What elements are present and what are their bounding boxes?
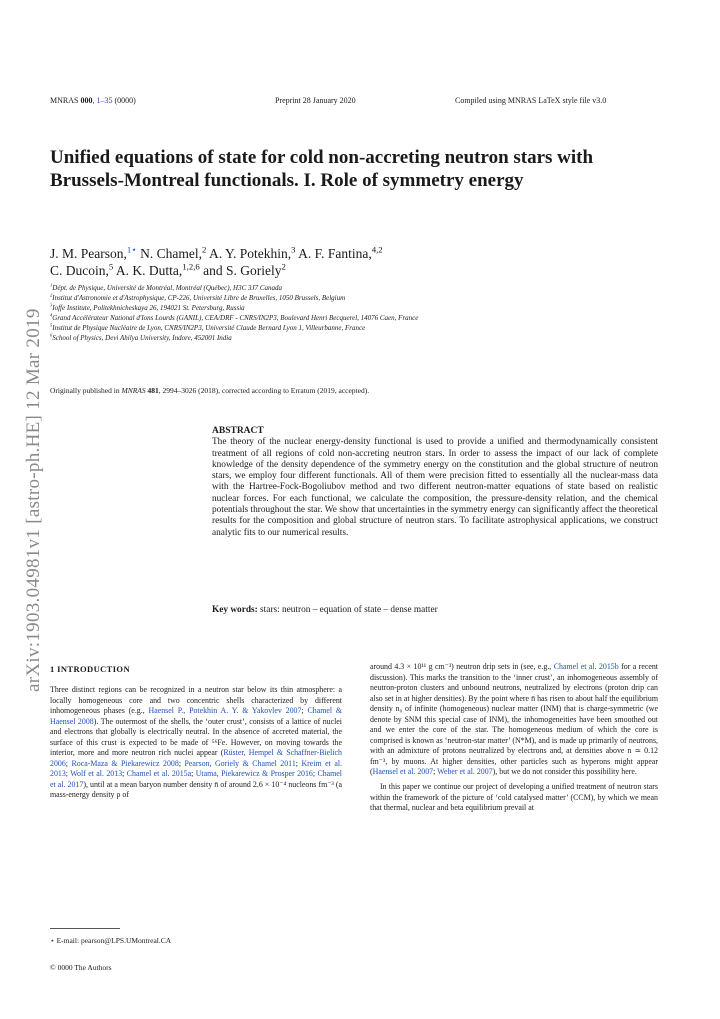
running-header-compiled: Compiled using MNRAS LaTeX style file v3.0 [455,96,607,105]
affiliations [50,283,690,343]
section-heading-introduction: 1 INTRODUCTION [50,664,130,674]
footnote-rule [50,928,120,929]
pages-link[interactable]: , 1–35 [92,96,113,105]
body-column-right: around 4.3 × 10¹¹ g cm⁻³) neutron drip sets in (see, e.g., Chamel et al. 2015b for a recent discussion). This marks the transition to the ‘inner crust’, an inhomogeneous assembly of neutron-proton clusters and unbound neutrons, neutralized by electrons (proton drip can also set in at higher densities). By the point where n̄ has risen to about half the equilibrium density n₀ of infinite (homogeneous) nuclear matter (INM) that is charge-symmetric (we denote by SNM this special case of INM), the inhomogeneities have been smoothed out and we enter the core of the star. The homogeneous medium of which the core is comprised is known as ‘neutron-star matter’ (N*M), and is made up primarily of neutrons, with an admixture of protons neutralized by electrons and, at densities above n ≃ 0.12 fm⁻³, by muons. At higher densities, other particles such as hyperons might appear (Haensel et al. 2007; Weber et al. 2007), but we do not consider this possibility here. In this paper we continue our project of developing a unified treatment of neutron stars within the framework of the picture of ‘cold catalysed matter’ (CCM), by which we mean that thermal, nuclear and beta equilibrium prevail at [370,662,658,813]
citation-link[interactable]: Haensel P., Potekhin A. Y. & Yakovlev 2007 [148,706,302,716]
author-footnote-link[interactable]: 1⋆ [126,244,137,255]
paper-title: Unified equations of state for cold non-accreting neutron stars with Brussels-Montreal functionals. I. Role of symmetry energy [50,147,594,191]
running-header-preprint: Preprint 28 January 2020 [275,96,356,105]
keywords: Key words: stars: neutron – equation of state – dense matter [212,605,438,615]
citation-link[interactable]: Wolf et al. 2013 [70,769,123,779]
affiliation-6: $^6$School of Physics, Devi Ahilya University, Indore, 452001 India [50,332,232,342]
citation-link[interactable]: Chamel et al. 2015b [553,662,619,671]
citation-link[interactable]: Weber et al. 2007 [437,767,493,777]
body-column-left: Three distinct regions can be recognized in a neutron star below its thin atmosphere: a locally homogeneous core and two concentric shells characterized by different inhomogeneous phases (e.g., Haensel P., Potekhin A. Y. & Yakovlev 2007; Chamel & Haensel 2008). The outermost of the shells, the ‘outer crust’, consists of a lattice of nuclei and electrons that globally is electrically neutral. In the absence of accreted material, the surface of this crust is expected to be made of ⁵⁶Fe. However, on moving towards the interior, more and more neutron rich nuclei appear (Rüster, Hempel & Schaffner-Bielich 2006; Roca-Maza & Piekarewicz 2008; Pearson, Goriely & Chamel 2011; Kreim et al. 2013; Wolf et al. 2013; Chamel et al. 2015a; Utama, Piekarewicz & Prosper 2016; Chamel et al. 2017), until at a mean baryon number density n̄ of around 2.6 × 10⁻⁴ nucleons fm⁻³ (a mass-energy density ρ of [50,685,343,800]
arxiv-stamp[interactable]: arXiv:1903.04981v1 [astro-ph.HE] 12 Mar 2019 [23,308,44,692]
affiliation-5: $^5$Institut de Physique Nucléaire de Lyon, CNRS/IN2P3, Université Claude Bernard Lyon 1, Villeurbanne, France [50,322,366,332]
citation-link[interactable]: Pearson, Goriely & Chamel 2011 [184,758,296,768]
abstract-heading: ABSTRACT [212,426,264,436]
affiliation-3: $^3$Ioffe Institute, Politekhnicheskaya 26, 194021 St. Petersburg, Russia [50,302,245,312]
footnote-email: ⋆ E-mail: pearson@LPS.UMontreal.CA [50,936,172,945]
citation-link[interactable]: Utama, Piekarewicz & Prosper 2016 [195,769,313,779]
citation-link[interactable]: Haensel et al. 2007 [372,767,434,777]
citation-link[interactable]: Rüster, Hempel & Schaffner-Bielich 2006 [50,748,342,768]
running-header-journal: MNRAS 000, 1–35 (0000) [50,96,136,105]
paragraph: In this paper we continue our project of developing a unified treatment of neutron stars within the framework of the picture of ‘cold catalysed matter’ (CCM), by which we mean that thermal, nuclear and beta equilibrium prevail at [370,782,658,813]
citation-link[interactable]: Chamel et al. 2017 [50,769,342,789]
abstract-text: The theory of the nuclear energy-density functional is used to provide a unified and thermodynamically consistent treatment of all regions of cold non-accreting neutron stars. In order to assess the impact of our lack of complete knowledge of the density dependence of the symmetry energy on the constitution and the global structure of neutron stars, we employ four different functionals. All of them were precision fitted to essentially all the nuclear-mass data with the Hartree-Fock-Bogoliubov method and two different neutron-matter equations of state based on realistic nuclear forces. For each functional, we calculate the composition, the pressure-density relation, and the chemical potentials throughout the star. We show that uncertainties in the symmetry energy can significantly affect the theoretical results for the composition and global structure of neutron stars. To facilitate astrophysical applications, we construct analytic fits to our numerical results. [212,437,658,538]
abstract [212,426,658,539]
citation-link[interactable]: Chamel et al. 2015a [126,769,192,779]
affiliation-4: $^4$Grand Accélérateur National d'Ions Lourds (GANIL), CEA/DRF - CNRS/IN2P3, Boulevard Henri Becquerel, 14076 Caen, France [50,312,419,322]
copyright-notice: © 0000 The Authors [50,963,112,972]
author-list: J. M. Pearson,$^{1⋆}$ N. Chamel,$^2$ A. Y. Potekhin,$^3$ A. F. Fantina,$^{4,2}$ C. Ducoin,$^5$ A. K. Dutta,$^{1,2,6}$ and S. Goriely$^2$ [50,244,383,278]
citation-link[interactable]: Kreim et al. 2013 [50,758,342,779]
affiliation-2: $^2$Institut d'Astronomie et d'Astrophysique, CP-226, Université Libre de Bruxelles, 1050 Brussels, Belgium [50,292,346,302]
affiliation-1: $^1$Dépt. de Physique, Université de Montréal, Montréal (Québec), H3C 3J7 Canada [50,282,283,292]
citation-link[interactable]: Chamel & Haensel 2008 [50,706,343,726]
citation-link[interactable]: Roca-Maza & Piekarewicz 2008 [71,758,179,768]
publication-note: Originally published in MNRAS 481, 2994–3026 (2018), corrected according to Erratum (2019, accepted). [50,386,370,395]
